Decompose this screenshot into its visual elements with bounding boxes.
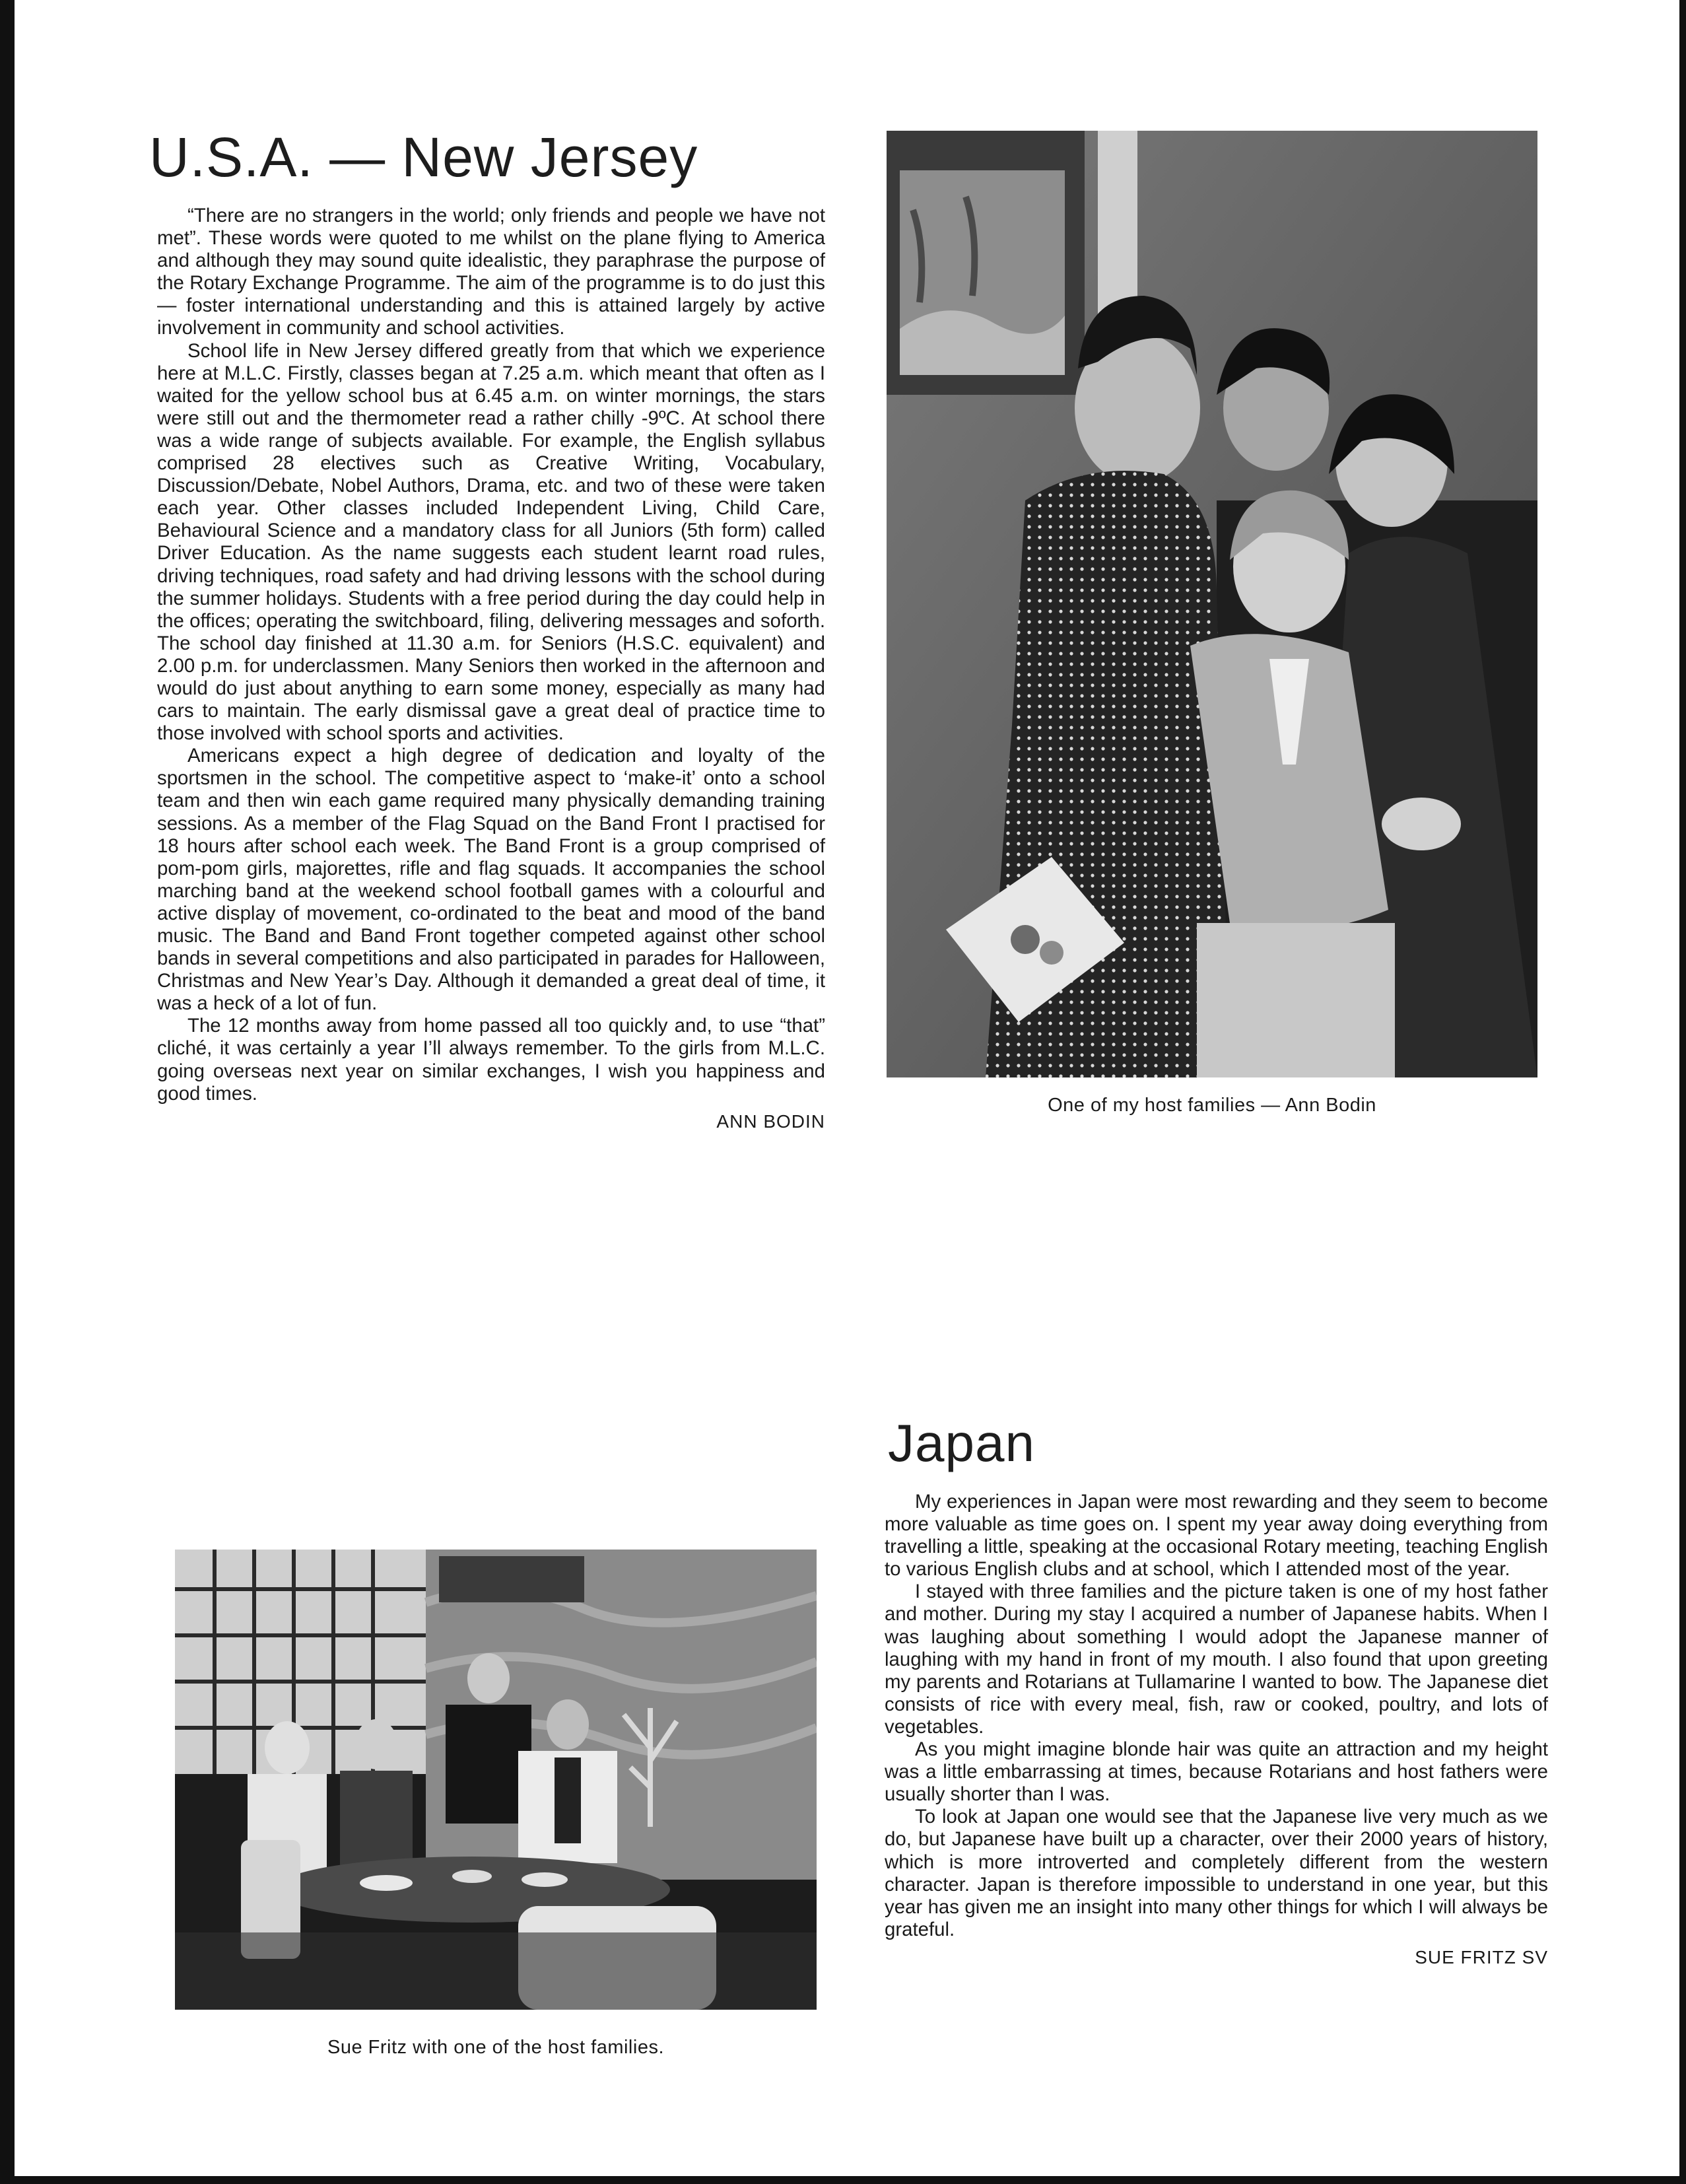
usa-paragraph: “There are no strangers in the world; only friends and people we have not met”. These words were quoted to me whilst on the plane flying to America and although they may sound quite idealistic, they paraphrase the purpose of the Rotary Exchange Programme. The aim of the programme is to do just this — foster international understanding and this is attained largely by active involvement in community and school activities. [157, 205, 825, 339]
usa-article-body [157, 205, 825, 1133]
japan-paragraph: As you might imagine blonde hair was quite an attraction and my height was a little embarrassing at times, because Rotarians and host fathers were usually shorter than I was. [885, 1738, 1548, 1806]
page-scan-edge-right [1679, 0, 1686, 2184]
japan-paragraph: I stayed with three families and the picture taken is one of my host father and mother. During my stay I acquired a number of Japanese habits. When I was laughing about something I would adopt the Japanese manner of laughing with my hand in front of my mouth. I also found that upon greeting my parents and Rotarians at Tullamarine I wanted to bow. The Japanese diet consists of rice with every meal, fish, raw or cooked, poultry, and lots of vegetables. [885, 1581, 1548, 1738]
page-scan-edge-bottom [0, 2176, 1686, 2184]
japan-photo-caption: Sue Fritz with one of the host families. [327, 2037, 664, 2058]
usa-author-signature: ANN BODIN [716, 1110, 825, 1132]
usa-paragraph: Americans expect a high degree of dedication and loyalty of the sportsmen in the school. The competitive aspect to ‘make-it’ onto a school team and then win each game required many physically demanding training sessions. As a member of the Flag Squad on the Band Front I practised for 18 hours after school each week. The Band Front is a group comprised of pom-pom girls, majorettes, rifle and flag squads. It accompanies the school marching band at the weekend school football games with a colourful and active display of movement, co-ordinated to the beat and mood of the band music. The Band and Band Front together competed against other school bands in several competitions and also participated in parades for Halloween, Christmas and New Year’s Day. Although it demanded a great deal of time, it was a heck of a lot of fun. [157, 745, 825, 1015]
page-scan-edge-left [0, 0, 15, 2184]
japan-article-body [885, 1491, 1548, 1969]
japan-host-family-photo [175, 1550, 817, 2010]
usa-paragraph: School life in New Jersey differed greatly from that which we experience here at M.L.C. Firstly, classes began at 7.25 a.m. which meant that often as I waited for the yellow school bus at 6.45 a.m. on winter mornings, the stars were still out and the thermometer read a rather chilly -9ºC. At school there was a wide range of subjects available. For example, the English syllabus comprised 28 electives such as Creative Writing, Vocabulary, Discussion/Debate, Nobel Authors, Drama, etc. and two of these were taken each year. Other classes included Independent Living, Child Care, Behavioural Science and a mandatory class for all Juniors (5th form) called Driver Education. As the name suggests each student learnt road rules, driving techniques, road safety and had driving lessons with the school during the summer holidays. Students with a free period during the day could help in the offices; operating the switchboard, filing, delivering messages and soforth. The school day finished at 11.30 a.m. for Seniors (H.S.C. equivalent) and 2.00 p.m. for underclassmen. Many Seniors then worked in the afternoon and would do just about anything to earn some money, especially as many had cars to maintain. The early dismissal gave a great deal of practice time to those involved with school sports and activities. [157, 339, 825, 745]
usa-article-title: U.S.A. — New Jersey [149, 126, 698, 188]
japan-author-signature: SUE FRITZ SV [1415, 1946, 1548, 1967]
host-family-photo-caption: One of my host families — Ann Bodin [1048, 1095, 1376, 1116]
host-family-photo [887, 131, 1537, 1077]
japan-paragraph: To look at Japan one would see that the Japanese live very much as we do, but Japanese have built up a character, over their 2000 years of history, which is more introverted and completely different from the western character. Japan is therefore impossible to understand in one year, but this year has given me an insight into many other things for which I will always be grateful. [885, 1806, 1548, 1940]
japan-article-title: Japan [888, 1414, 1035, 1472]
japan-paragraph: My experiences in Japan were most rewarding and they seem to become more valuable as time goes on. I spent my year away doing everything from travelling a little, speaking at the occasional Rotary meeting, teaching English to various English clubs and at school, which I attended most of the year. [885, 1491, 1548, 1581]
usa-paragraph: The 12 months away from home passed all too quickly and, to use “that” cliché, it was certainly a year I’ll always remember. To the girls from M.L.C. going overseas next year on similar exchanges, I wish you happiness and good times. [157, 1015, 825, 1105]
